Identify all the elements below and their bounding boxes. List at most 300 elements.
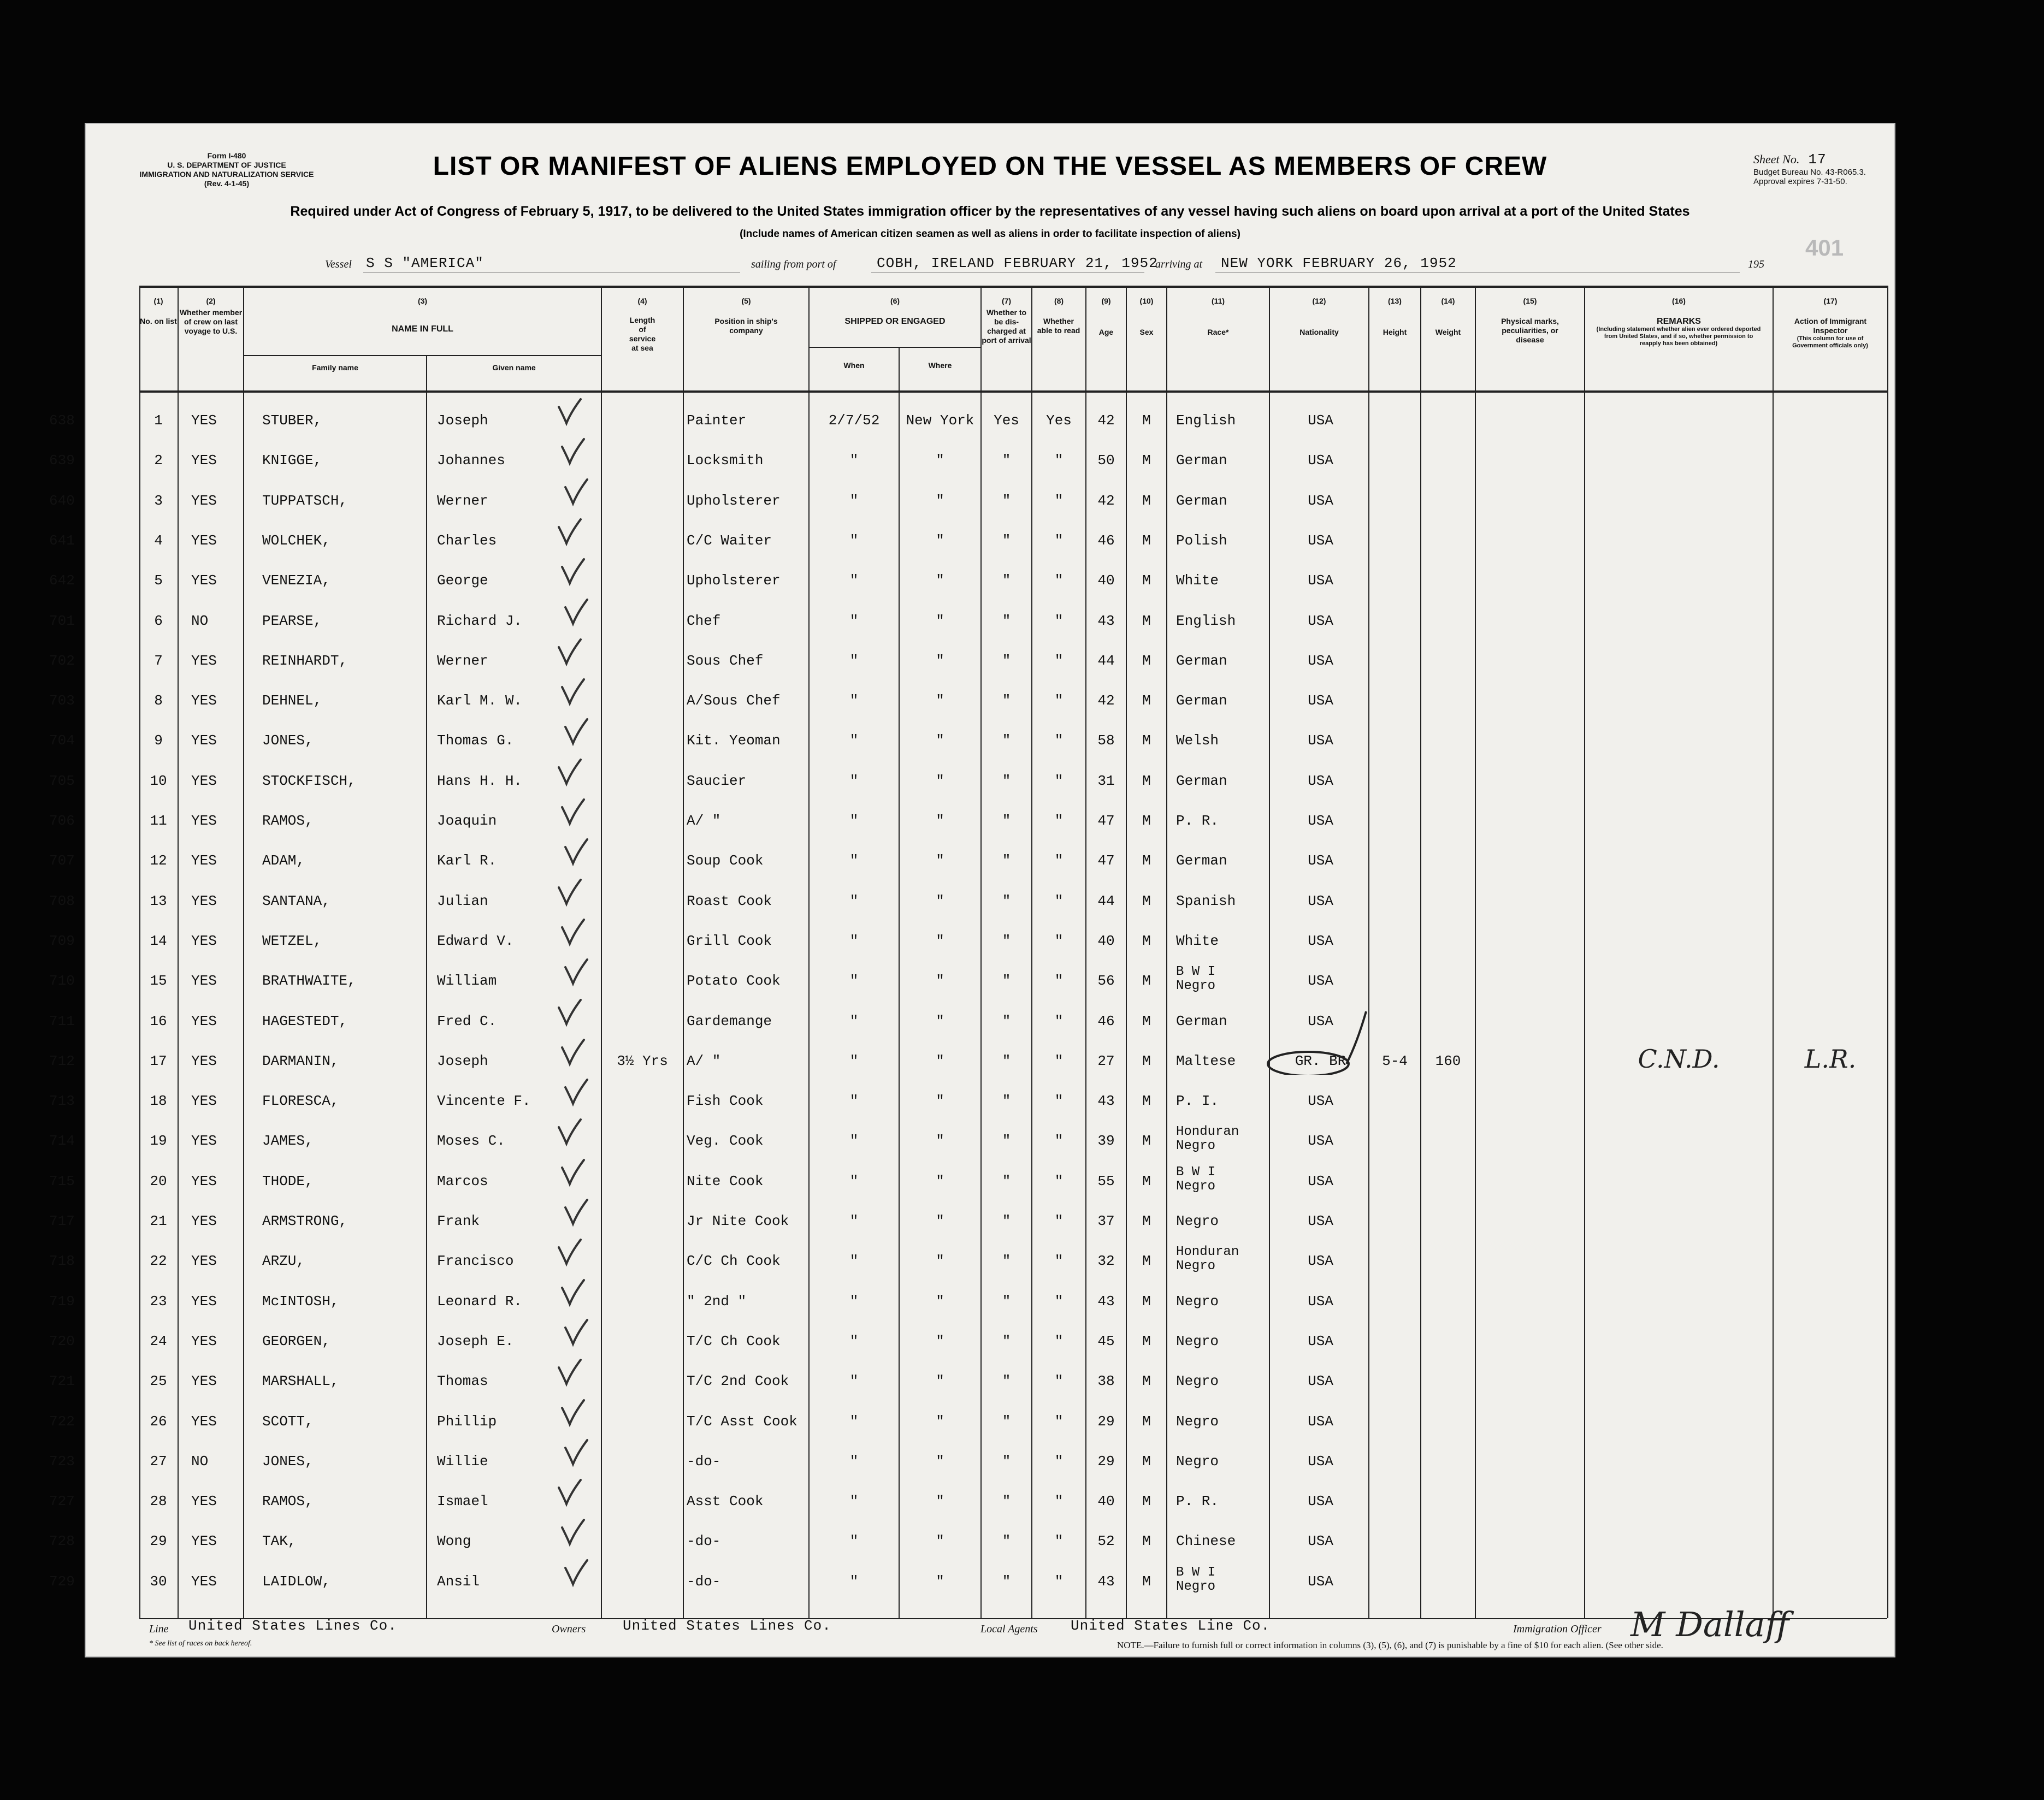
cell-position: Grill Cook — [687, 932, 772, 949]
cell-race: Negro — [1176, 1413, 1219, 1430]
cell-ref: 718 — [49, 1253, 75, 1270]
cell-read: " — [1054, 1173, 1064, 1189]
manifest-sheet — [49, 123, 1895, 1657]
sailing-label: sailing from port of — [751, 258, 836, 270]
cell-when: " — [849, 572, 859, 589]
cell-no: 20 — [150, 1173, 167, 1189]
cell-race: Polish — [1176, 532, 1227, 549]
cell-when: " — [849, 1453, 859, 1470]
cell-race: Maltese — [1176, 1052, 1236, 1069]
cell-age: 55 — [1097, 1173, 1115, 1189]
cell-age: 44 — [1097, 652, 1115, 669]
cell-crew: YES — [191, 1133, 217, 1150]
cell-read: " — [1054, 852, 1064, 869]
page-title: LIST OR MANIFEST OF ALIENS EMPLOYED ON THE VESSEL AS MEMBERS OF CREW — [433, 152, 1547, 181]
cell-race: German — [1176, 692, 1227, 709]
cell-read: " — [1054, 1413, 1064, 1430]
cell-ref: 704 — [49, 732, 75, 749]
cell-when: " — [849, 652, 859, 669]
table-row — [49, 732, 1895, 771]
cell-nat: USA — [1308, 1333, 1333, 1349]
cell-ref: 708 — [49, 892, 75, 909]
cell-no: 15 — [150, 973, 167, 990]
col-header-5: (5) Position in ship's company — [714, 297, 778, 335]
sheet-number: 17 — [1808, 151, 1827, 168]
cell-ref: 717 — [49, 1213, 75, 1229]
check-mark-icon — [561, 1437, 594, 1470]
cell-given: Charles — [437, 532, 497, 549]
cell-age: 39 — [1097, 1133, 1115, 1150]
cell-where: " — [936, 492, 944, 509]
cell-age: 42 — [1097, 492, 1115, 509]
cell-race: Negro — [1176, 1213, 1219, 1229]
cell-given: Hans H. H. — [437, 772, 523, 789]
cell-when: " — [849, 1093, 859, 1110]
cell-given: Werner — [437, 652, 488, 669]
cell-position: Painter — [687, 412, 747, 429]
cell-family: RAMOS, — [262, 1493, 314, 1510]
cell-age: 40 — [1097, 1493, 1115, 1510]
cell-nat: USA — [1308, 1293, 1333, 1310]
cell-sex: M — [1142, 932, 1151, 949]
cell-position: A/Sous Chef — [687, 692, 781, 709]
cell-sex: M — [1142, 1533, 1151, 1550]
cell-ref: 712 — [49, 1052, 75, 1069]
table-row — [49, 1413, 1895, 1452]
cell-position: Locksmith — [687, 452, 764, 469]
cell-given: Francisco — [437, 1253, 514, 1270]
cell-nat: USA — [1308, 452, 1333, 469]
cell-where: " — [936, 1373, 944, 1390]
cell-disch: " — [1002, 1373, 1011, 1390]
cell-position: Chef — [687, 612, 721, 629]
races-note: * See list of races on back hereof. — [149, 1639, 252, 1648]
cell-race: B W I Negro — [1176, 1164, 1216, 1194]
cell-family: SCOTT, — [262, 1413, 314, 1430]
cell-nat: USA — [1308, 1133, 1333, 1150]
cell-race: Negro — [1176, 1333, 1219, 1349]
cell-no: 24 — [150, 1333, 167, 1349]
cell-race: Honduran Negro — [1176, 1124, 1239, 1154]
col-header-1: (1) No. on list — [140, 297, 177, 325]
cell-ref: 642 — [49, 572, 75, 589]
cell-no: 14 — [150, 932, 167, 949]
cell-family: PEARSE, — [262, 612, 322, 629]
cell-age: 47 — [1097, 852, 1115, 869]
cell-position: Kit. Yeoman — [687, 732, 781, 749]
cell-disch: " — [1002, 1253, 1011, 1270]
cell-age: 40 — [1097, 572, 1115, 589]
cell-no: 22 — [150, 1253, 167, 1270]
cell-given: Vincente F. — [437, 1093, 531, 1110]
cell-position: Gardemange — [687, 1012, 772, 1029]
cell-crew: YES — [191, 1573, 217, 1590]
cell-given: Ansil — [437, 1573, 480, 1590]
table-row — [49, 452, 1895, 490]
cell-given: Johannes — [437, 452, 505, 469]
cell-race: White — [1176, 572, 1219, 589]
cell-nat: USA — [1308, 892, 1333, 909]
officer-label: Immigration Officer — [1513, 1623, 1602, 1635]
col-header-3: (3) NAME IN FULL — [392, 297, 453, 334]
cell-read: " — [1054, 772, 1064, 789]
cell-no: 5 — [154, 572, 163, 589]
cell-race: German — [1176, 492, 1227, 509]
cell-where: " — [936, 852, 944, 869]
cell-family: HAGESTEDT, — [262, 1012, 348, 1029]
cell-crew: NO — [191, 612, 209, 629]
check-mark-icon — [554, 997, 587, 1029]
cell-position: Jr Nite Cook — [687, 1213, 789, 1229]
officer-signature: M Dallaff — [1631, 1604, 1789, 1644]
cell-sex: M — [1142, 852, 1151, 869]
cell-nat: USA — [1308, 1573, 1333, 1590]
cell-where: " — [936, 1413, 944, 1430]
cell-sex: M — [1142, 532, 1151, 549]
cell-ref: 705 — [49, 772, 75, 789]
cell-position: A/ " — [687, 1052, 721, 1069]
cell-given: Karl M. W. — [437, 692, 523, 709]
cell-where: " — [936, 1012, 944, 1029]
cell-given: Frank — [437, 1213, 480, 1229]
cell-position: Sous Chef — [687, 652, 764, 669]
cell-family: JONES, — [262, 1453, 314, 1470]
cell-nat: USA — [1308, 813, 1333, 829]
cell-ref: 638 — [49, 412, 75, 429]
cell-where: " — [936, 1533, 944, 1550]
table-row — [49, 1333, 1895, 1371]
cell-given: Wong — [437, 1533, 471, 1550]
col-header-8: (8) Whether able to read — [1037, 297, 1080, 335]
check-mark-icon — [561, 1557, 594, 1590]
cell-nat: USA — [1308, 852, 1333, 869]
agents-value: United States Line Co. — [1071, 1618, 1271, 1634]
cell-read: " — [1054, 932, 1064, 949]
cell-where: " — [936, 1333, 944, 1349]
cell-ref: 721 — [49, 1373, 75, 1390]
cell-when: " — [849, 452, 859, 469]
form-service: IMMIGRATION AND NATURALIZATION SERVICE — [139, 170, 314, 179]
cell-age: 32 — [1097, 1253, 1115, 1270]
budget-number: Budget Bureau No. 43-R065.3. — [1753, 168, 1866, 177]
cell-read: " — [1054, 692, 1064, 709]
cell-where: " — [936, 692, 944, 709]
cell-position: T/C Asst Cook — [687, 1413, 797, 1430]
cell-family: REINHARDT, — [262, 652, 348, 669]
cell-sex: M — [1142, 612, 1151, 629]
cell-disch: " — [1002, 1533, 1011, 1550]
cell-sex: M — [1142, 1173, 1151, 1189]
cell-sex: M — [1142, 732, 1151, 749]
cell-disch: " — [1002, 732, 1011, 749]
cell-family: DEHNEL, — [262, 692, 322, 709]
cell-race: German — [1176, 1012, 1227, 1029]
cell-sex: M — [1142, 1093, 1151, 1110]
cell-when: " — [849, 973, 859, 990]
table-row — [49, 692, 1895, 731]
cell-when: " — [849, 1293, 859, 1310]
cell-no: 30 — [150, 1573, 167, 1590]
cell-given: Thomas G. — [437, 732, 514, 749]
cell-disch: " — [1002, 772, 1011, 789]
check-mark-icon — [561, 956, 594, 989]
cell-disch: " — [1002, 1493, 1011, 1510]
col-header-7: (7) Whether to be dis-charged at port of arrival — [982, 297, 1031, 345]
cell-crew: YES — [191, 1253, 217, 1270]
col-header-6b: Where — [928, 361, 952, 370]
cell-where: " — [936, 772, 944, 789]
cell-family: TUPPATSCH, — [262, 492, 348, 509]
cell-where: " — [936, 1133, 944, 1150]
cell-position: C/C Ch Cook — [687, 1253, 781, 1270]
cell-crew: YES — [191, 1293, 217, 1310]
cell-position: Soup Cook — [687, 852, 764, 869]
vessel-label: Vessel — [325, 258, 352, 270]
cell-nat: GR. BR — [1295, 1052, 1346, 1069]
cell-nat: USA — [1308, 1453, 1333, 1470]
col-header-3a: Family name — [312, 363, 358, 372]
cell-no: 6 — [154, 612, 163, 629]
cell-read: " — [1054, 612, 1064, 629]
check-mark-icon — [554, 1477, 587, 1509]
cell-family: STUBER, — [262, 412, 322, 429]
cell-crew: YES — [191, 412, 217, 429]
cell-age: 45 — [1097, 1333, 1115, 1349]
cell-given: Fred C. — [437, 1012, 497, 1029]
cell-race: German — [1176, 652, 1227, 669]
cell-where: " — [936, 1173, 944, 1189]
cell-disch: " — [1002, 1293, 1011, 1310]
cell-where: " — [936, 612, 944, 629]
cell-family: VENEZIA, — [262, 572, 330, 589]
cell-ref: 719 — [49, 1293, 75, 1310]
check-mark-icon — [554, 1236, 587, 1269]
cell-sex: M — [1142, 452, 1151, 469]
cell-where: " — [936, 892, 944, 909]
cell-position: T/C 2nd Cook — [687, 1373, 789, 1390]
cell-read: " — [1054, 532, 1064, 549]
cell-nat: USA — [1308, 532, 1333, 549]
cell-disch: " — [1002, 1213, 1011, 1229]
cell-sex: M — [1142, 412, 1151, 429]
cell-no: 17 — [150, 1052, 167, 1069]
cell-sex: M — [1142, 1573, 1151, 1590]
cell-disch: " — [1002, 892, 1011, 909]
cell-race: German — [1176, 772, 1227, 789]
cell-ref: 714 — [49, 1133, 75, 1150]
cell-disch: Yes — [994, 412, 1019, 429]
check-mark-icon — [554, 877, 587, 909]
cell-age: 31 — [1097, 772, 1115, 789]
col-header-15: (15) Physical marks, peculiarities, or disease — [1501, 297, 1559, 344]
cell-family: MARSHALL, — [262, 1373, 339, 1390]
cell-family: GEORGEN, — [262, 1333, 330, 1349]
check-mark-icon — [554, 756, 587, 789]
cell-read: " — [1054, 1493, 1064, 1510]
cell-given: Ismael — [437, 1493, 488, 1510]
cell-ref: 715 — [49, 1173, 75, 1189]
cell-crew: YES — [191, 692, 217, 709]
col-header-10: (10) Sex — [1139, 297, 1154, 336]
year-label: 195 — [1748, 258, 1764, 270]
cell-ref: 707 — [49, 852, 75, 869]
cell-disch: " — [1002, 1333, 1011, 1349]
table-row — [49, 1245, 1895, 1291]
cell-race: Negro — [1176, 1293, 1219, 1310]
cell-sex: M — [1142, 1213, 1151, 1229]
cell-position: C/C Waiter — [687, 532, 772, 549]
check-mark-icon — [558, 676, 590, 709]
cell-disch: " — [1002, 532, 1011, 549]
footer — [139, 1600, 1887, 1655]
form-revision: (Rev. 4-1-45) — [204, 179, 250, 188]
cell-crew: YES — [191, 1373, 217, 1390]
cell-position: Veg. Cook — [687, 1133, 764, 1150]
cell-crew: YES — [191, 772, 217, 789]
cell-disch: " — [1002, 1573, 1011, 1590]
owners-label: Owners — [552, 1623, 586, 1635]
cell-when: " — [849, 1373, 859, 1390]
cell-crew: YES — [191, 892, 217, 909]
cell-sex: M — [1142, 572, 1151, 589]
cell-where: " — [936, 932, 944, 949]
cell-sex: M — [1142, 1413, 1151, 1430]
page-subtitle: Required under Act of Congress of February 5, 1917, to be delivered to the United States immigration officer by the representatives of any vessel having such aliens on board upon arrival at a port of the United States — [290, 204, 1690, 219]
cell-given: Joseph — [437, 412, 488, 429]
cell-when: " — [849, 813, 859, 829]
cell-race: P. I. — [1176, 1093, 1219, 1110]
cell-position: Asst Cook — [687, 1493, 764, 1510]
cell-position: -do- — [687, 1533, 721, 1550]
check-mark-icon — [558, 1037, 590, 1069]
cell-nat: USA — [1308, 652, 1333, 669]
cell-family: BRATHWAITE, — [262, 973, 356, 990]
cell-position: Roast Cook — [687, 892, 772, 909]
check-mark-icon — [554, 1357, 587, 1389]
cell-crew: YES — [191, 1533, 217, 1550]
check-mark-icon — [554, 396, 587, 429]
cell-age: 43 — [1097, 612, 1115, 629]
cell-ref: 728 — [49, 1533, 75, 1550]
cell-family: STOCKFISCH, — [262, 772, 356, 789]
col-header-6: (6) SHIPPED OR ENGAGED — [844, 297, 946, 326]
cell-family: LAIDLOW, — [262, 1573, 330, 1590]
cell-read: " — [1054, 1253, 1064, 1270]
cell-read: " — [1054, 452, 1064, 469]
cell-sex: M — [1142, 1293, 1151, 1310]
cell-disch: " — [1002, 1413, 1011, 1430]
cell-age: 42 — [1097, 412, 1115, 429]
cell-no: 4 — [154, 532, 163, 549]
cell-disch: " — [1002, 1453, 1011, 1470]
cell-when: " — [849, 1133, 859, 1150]
cell-nat: USA — [1308, 612, 1333, 629]
cell-remarks: C.N.D. — [1638, 1044, 1720, 1074]
cell-position: -do- — [687, 1573, 721, 1590]
cell-race: Negro — [1176, 1373, 1219, 1390]
col-header-4: (4) Length of service at sea — [629, 297, 656, 352]
cell-read: " — [1054, 973, 1064, 990]
cell-where: " — [936, 532, 944, 549]
table-top-rule — [139, 286, 1887, 288]
sheet-label: Sheet No. — [1753, 152, 1800, 166]
cell-family: DARMANIN, — [262, 1052, 339, 1069]
cell-when: " — [849, 532, 859, 549]
cell-action: L.R. — [1804, 1044, 1857, 1074]
cell-when: " — [849, 772, 859, 789]
cell-given: Leonard R. — [437, 1293, 523, 1310]
table-row — [49, 492, 1895, 531]
cell-race: Negro — [1176, 1453, 1219, 1470]
vessel-line — [325, 255, 1887, 277]
cell-crew: YES — [191, 973, 217, 990]
cell-sex: M — [1142, 1012, 1151, 1029]
cell-age: 46 — [1097, 1012, 1115, 1029]
cell-family: THODE, — [262, 1173, 314, 1189]
cell-crew: YES — [191, 1012, 217, 1029]
cell-nat: USA — [1308, 1213, 1333, 1229]
check-mark-icon — [558, 1517, 590, 1549]
cell-no: 10 — [150, 772, 167, 789]
cell-position: Upholsterer — [687, 492, 781, 509]
cell-disch: " — [1002, 1012, 1011, 1029]
cell-nat: USA — [1308, 1093, 1333, 1110]
cell-race: B W I Negro — [1176, 1565, 1216, 1594]
cell-position: Nite Cook — [687, 1173, 764, 1189]
cell-read: " — [1054, 492, 1064, 509]
cell-when: " — [849, 1493, 859, 1510]
table-row — [49, 1213, 1895, 1251]
cell-nat: USA — [1308, 492, 1333, 509]
cell-read: " — [1054, 1052, 1064, 1069]
cell-sex: M — [1142, 892, 1151, 909]
cell-crew: YES — [191, 1052, 217, 1069]
cell-age: 27 — [1097, 1052, 1115, 1069]
table-row — [49, 813, 1895, 851]
table-row — [49, 892, 1895, 931]
fine-note: NOTE.—Failure to furnish full or correct information in columns (3), (5), (6), and (7) is punishable by a fine of $10 for each alien. (See other side. — [1117, 1640, 1663, 1650]
cell-when: " — [849, 1052, 859, 1069]
cell-age: 29 — [1097, 1453, 1115, 1470]
cell-age: 42 — [1097, 692, 1115, 709]
cell-ref: 711 — [49, 1012, 75, 1029]
table-row — [49, 1093, 1895, 1131]
cell-read: " — [1054, 1133, 1064, 1150]
check-mark-icon — [558, 796, 590, 829]
cell-given: Edward V. — [437, 932, 514, 949]
cell-race: Spanish — [1176, 892, 1236, 909]
cell-no: 27 — [150, 1453, 167, 1470]
table-row — [49, 1373, 1895, 1411]
cell-service: 3½ Yrs — [617, 1052, 668, 1069]
cell-ref: 703 — [49, 692, 75, 709]
cell-crew: YES — [191, 732, 217, 749]
cell-age: 29 — [1097, 1413, 1115, 1430]
cell-sex: M — [1142, 1373, 1151, 1390]
table-row — [49, 652, 1895, 691]
cell-age: 40 — [1097, 932, 1115, 949]
cell-read: " — [1054, 1012, 1064, 1029]
cell-read: " — [1054, 732, 1064, 749]
cell-no: 8 — [154, 692, 163, 709]
check-mark-icon — [561, 1197, 594, 1229]
cell-read: " — [1054, 1333, 1064, 1349]
cell-age: 43 — [1097, 1573, 1115, 1590]
vessel-name: S S "AMERICA" — [366, 255, 484, 271]
cell-when: " — [849, 1213, 859, 1229]
cell-race: P. R. — [1176, 1493, 1219, 1510]
cell-crew: NO — [191, 1453, 209, 1470]
